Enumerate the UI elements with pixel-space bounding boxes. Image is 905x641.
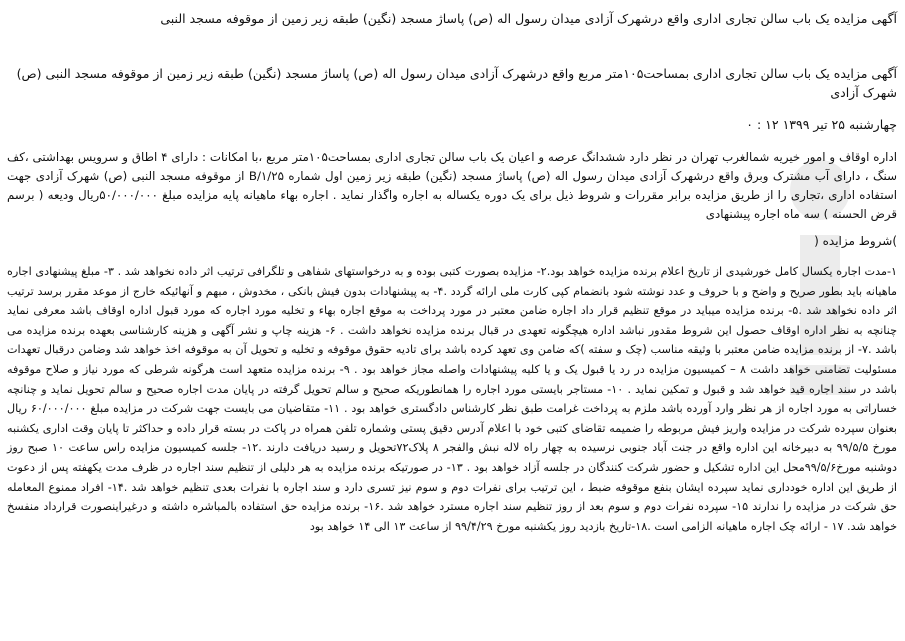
announcement-heading-2: آگهی مزایده یک باب سالن تجاری اداری بمساحت۱۰۵متر مربع واقع درشهرک آزادی میدان رسول اله (ص) پاساژ مسجد (نگین) طبقه زیر زمین از موقوفه مسجد النبی (ص) شهرک آزادی — [16, 66, 897, 100]
conditions-paragraph: ۱-مدت اجاره یکسال کامل خورشیدی از تاریخ اعلام برنده مزایده خواهد بود.۲- مزایده بصورت کتبی بوده و به درخواستهای شفاهی و تلگرافی ترتیب اثر داده نخواهد شد . ۳- مبلغ پیشنهادی اجاره ماهیانه باید بطور صریح و واضح و با حروف و عدد نوشته شود بانضمام کپی کارت ملی ارائه گردد .۴- به پیشنهادات بدون فیش بانکی ، مخدوش ، مبهم و آنهائیکه خارج از موعد مقرر برسد ترتیب اثر داده نخواهد شد .۵- برنده مزایده میباید در موقع تنظیم قرار داد اجاره ضامن معتبر در مورد پرداخت به موقع اجاره بهاء و تخلیه مورد اجاره که مورد قبول اداره اوقاف باشد معرفی نماید چنانچه به نظر اداره اوقاف حصول این شروط مقدور نباشد اداره هیچگونه تعهدی در قبال برنده مزایده نخواهد داشت . ۶- هزینه چاپ و نشر آگهی و هزینه کارشناسی بعهده برنده مزایده می باشد .۷- از برنده مزایده ضامن معتبر با وثیقه مناسب (چک و سفته )که ضامن وی تعهد کرده باشد برای تادیه حقوق موقوفه و تخلیه و تحویل آن به موقوفه اخذ خواهد شد وضامن درقبال تعهدات مسئولیت تضامنی خواهد داشت ۸ – کمیسیون مزایده در رد یا قبول یک و یا کلیه پیشنهادات واصله مجاز خواهد بود . ۹- برنده مزایده متعهد است هرگونه شرطی که مورد نیاز و صلاح موقوفه باشد در سند اجاره قید خواهد شد و قبول و تمکین نماید . ۱۰- مستاجر بایستی مورد اجاره را همانطوریکه صحیح و سالم تحویل گرفته در پایان مدت اجاره صحیح و سالم تحویل نماید و چنانچه خساراتی به مورد اجاره از هر نظر وارد آورده باشد ملزم به پرداخت غرامت طبق نظر کارشناس دادگستری خواهد بود . ۱۱- متقاضیان می بایست جهت شرکت در مزایده مبلغ ۶۰/۰۰۰/۰۰۰ ریال بعنوان سپرده شرکت در مزایده واریز فیش مربوطه را ضمیمه تقاضای کتبی خود با اعلام آدرس دقیق پستی وشماره تلفن همراه در پاکت در بسته قرار داده و حداکثر تا پایان وقت اداری یکشنبه مورخ ۹۹/۵/۵ به دبیرخانه این اداره واقع در جنت آباد جنوبی نرسیده به چهار راه لاله نبش والفجر ۸ پلاک۷۲تحویل و رسید دریافت دارند .۱۲- جلسه کمیسیون مزایده راس ساعت ۱۰ صبح روز دوشنبه مورخ۹۹/۵/۶محل این اداره تشکیل و حضور شرکت کنندگان در جلسه آزاد خواهد بود . ۱۳- در صورتیکه برنده مزایده به هر دلیلی از تنظیم سند اجاره در ظرف مدت یکهفته پس از دعوت از طریق این اداره خودداری نماید سپرده ایشان بنفع موقوفه ضبط ، این ترتیب برای نفرات دوم و سوم نیز تسری دارد و سند اجاره با نفرات بعدی تنظیم خواهد شد .۱۴- افراد ممنوع المعامله حق شرکت در مزایده را ندارند ۱۵- سپرده نفرات دوم و سوم بعد از روز تنظیم سند اجاره مسترد خواهد شد .۱۶- برنده مزایده حق استفاده بالمباشره داشته و درغیراینصورت قرارداد منفسخ خواهد شد. ۱۷ - ارائه چک اجاره ماهیانه الزامی است .۱۸-تاریخ بازدید روز یکشنبه مورخ ۹۹/۴/۲۹ از ساعت ۱۳ الی ۱۴ خواهد بود — [7, 265, 898, 533]
conditions-title: )شروط مزایده ( — [814, 234, 897, 248]
intro-paragraph: اداره اوقاف و امور خیریه شمالغرب تهران در نظر دارد ششدانگ عرصه و اعیان یک باب سالن تجاری اداری بمساحت۱۰۵متر مربع ،با امکانات : دارای ۴ اطاق و سرویس بهداشتی ،کف سنگ ، دارای آب مشترک وبرق واقع درشهرک آزادی میدان رسول اله (ص) پاساژ مسجد (نگین) طبقه زیر زمین اول شماره B/۱/۲۵ از موقوفه مسجد النبی (ص) شهرک آزادی جهت استفاده اداری ،تجاری را از طریق مزایده برابر مقررات و شروط ذیل برای یک دوره یکساله به اجاره واگذار نماید . اجاره بهاء ماهیانه پایه مزایده مبلغ ۵۰/۰۰۰/۰۰۰ریال ودیعه ( برسم قرض الحسنه ) سه ماه اجاره پیشنهادی — [7, 150, 898, 221]
announcement-heading-1: آگهی مزایده یک باب سالن تجاری اداری واقع درشهرک آزادی میدان رسول اله (ص) پاساژ مسجد (نگین) طبقه زیر زمین از موقوفه مسجد النبی — [160, 11, 897, 26]
announcement-date: چهارشنبه ۲۵ تیر ۱۳۹۹ ۱۲ : ۰ — [746, 117, 897, 132]
